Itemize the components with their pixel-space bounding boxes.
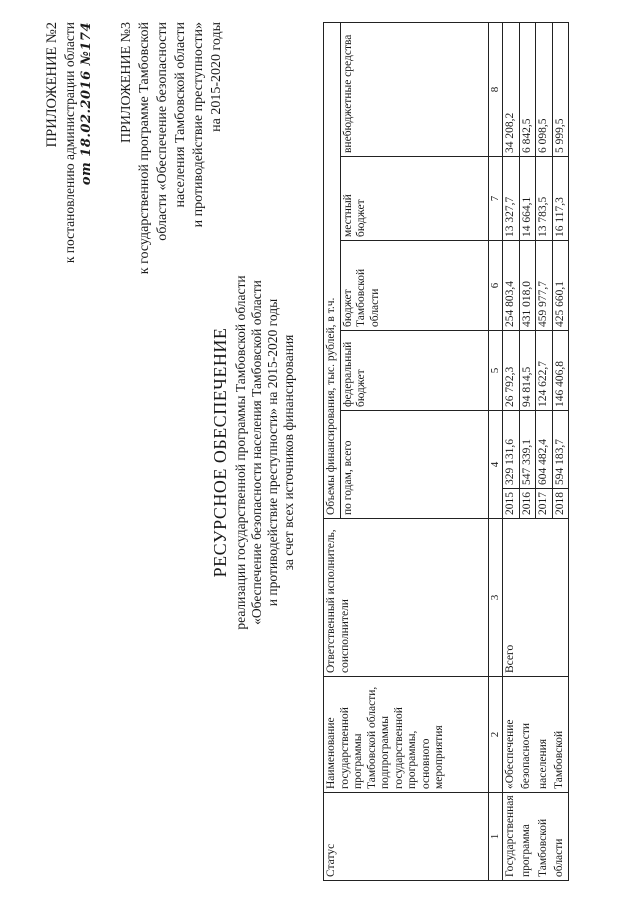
federal-cell: 146 406,8 bbox=[552, 331, 569, 411]
appendix-3-line: и противодействие преступности» bbox=[191, 22, 206, 228]
heading-line: «Обеспечение безопасности населения Тамбовской области bbox=[249, 280, 264, 625]
regional-cell: 425 660,1 bbox=[552, 241, 569, 331]
status-cell: программа bbox=[519, 793, 536, 881]
executor-cell bbox=[536, 519, 553, 677]
total-cell: 604 482,4 bbox=[536, 411, 553, 489]
total-cell: 329 131,6 bbox=[503, 411, 520, 489]
appendix-3-line: на 2015-2020 годы bbox=[209, 22, 224, 132]
appendix-2-line: к постановлению администрации области bbox=[62, 22, 77, 264]
heading-line: и противодействие преступности» на 2015-2020 годы bbox=[265, 298, 280, 607]
col-number: 5 bbox=[488, 331, 503, 411]
status-cell: Тамбовской bbox=[536, 793, 553, 881]
col-number: 1 bbox=[488, 793, 503, 881]
heading-line: реализации государственной программы Тамбовской области bbox=[233, 275, 248, 630]
document-title: РЕСУРСНОЕ ОБЕСПЕЧЕНИЕ bbox=[210, 327, 230, 578]
appendix-3-line: области «Обеспечение безопасности bbox=[155, 22, 170, 241]
federal-cell: 26 792,3 bbox=[503, 331, 520, 411]
col-number: 8 bbox=[488, 22, 503, 156]
document-heading bbox=[210, 0, 297, 905]
header-executor: Ответственный исполнитель, соисполнители bbox=[324, 519, 489, 677]
federal-cell: 124 622,7 bbox=[536, 331, 553, 411]
header-by-year: по годам, всего bbox=[340, 411, 488, 519]
appendix-3-line: к государственной программе Тамбовской bbox=[137, 22, 152, 275]
appendix-3-title: ПРИЛОЖЕНИЕ №3 bbox=[119, 22, 134, 143]
year-cell: 2017 bbox=[536, 489, 553, 519]
status-cell: области bbox=[552, 793, 569, 881]
appendix-2-header bbox=[44, 22, 95, 263]
column-number-row bbox=[488, 22, 503, 880]
table-row bbox=[552, 22, 569, 880]
local-cell: 13 783,5 bbox=[536, 157, 553, 241]
status-cell: Государственная bbox=[503, 793, 520, 881]
total-cell: 547 339,1 bbox=[519, 411, 536, 489]
header-volume: Объемы финансирования, тыс. рублей, в т.ч. bbox=[324, 22, 341, 518]
funding-table bbox=[323, 22, 569, 881]
local-cell: 13 327,7 bbox=[503, 157, 520, 241]
col-number: 3 bbox=[488, 519, 503, 677]
total-cell: 594 183,7 bbox=[552, 411, 569, 489]
offbudget-cell: 6 842,5 bbox=[519, 22, 536, 156]
regional-cell: 431 018,0 bbox=[519, 241, 536, 331]
col-number: 4 bbox=[488, 411, 503, 519]
year-cell: 2016 bbox=[519, 489, 536, 519]
local-cell: 16 117,3 bbox=[552, 157, 569, 241]
name-cell: «Обеспечение bbox=[503, 677, 520, 793]
header-status: Статус bbox=[324, 793, 489, 881]
regional-cell: 459 977,7 bbox=[536, 241, 553, 331]
col-number: 7 bbox=[488, 157, 503, 241]
offbudget-cell: 34 208,2 bbox=[503, 22, 520, 156]
heading-line: за счет всех источников финансирования bbox=[281, 334, 296, 571]
table-row bbox=[503, 22, 520, 880]
appendix-2-title: ПРИЛОЖЕНИЕ №2 bbox=[44, 22, 60, 148]
header-row bbox=[324, 22, 341, 880]
name-cell: Тамбовской bbox=[552, 677, 569, 793]
year-cell: 2018 bbox=[552, 489, 569, 519]
executor-cell: Всего bbox=[503, 519, 520, 677]
header-regional: бюджет Тамбовской области bbox=[340, 241, 488, 331]
header-local: местный бюджет bbox=[340, 157, 488, 241]
name-cell: населения bbox=[536, 677, 553, 793]
table-row bbox=[536, 22, 553, 880]
executor-cell bbox=[519, 519, 536, 677]
col-number: 6 bbox=[488, 241, 503, 331]
header-offbudget: внебюджетные средства bbox=[340, 22, 488, 156]
executor-cell bbox=[552, 519, 569, 677]
name-cell: безопасности bbox=[519, 677, 536, 793]
offbudget-cell: 6 098,5 bbox=[536, 22, 553, 156]
year-cell: 2015 bbox=[503, 489, 520, 519]
local-cell: 14 664,1 bbox=[519, 157, 536, 241]
appendix-3-line: населения Тамбовской области bbox=[173, 22, 188, 208]
header-federal: федеральный бюджет bbox=[340, 331, 488, 411]
regional-cell: 254 803,4 bbox=[503, 241, 520, 331]
offbudget-cell: 5 999,5 bbox=[552, 22, 569, 156]
decree-date-number: от 18.02.2016 №174 bbox=[79, 22, 94, 186]
table-row bbox=[519, 22, 536, 880]
federal-cell: 94 814,5 bbox=[519, 331, 536, 411]
col-number: 2 bbox=[488, 677, 503, 793]
header-name: Наименование государственной программы Тамбовской области, подпрограммы государственной программы, основного мероприятия bbox=[324, 677, 489, 793]
